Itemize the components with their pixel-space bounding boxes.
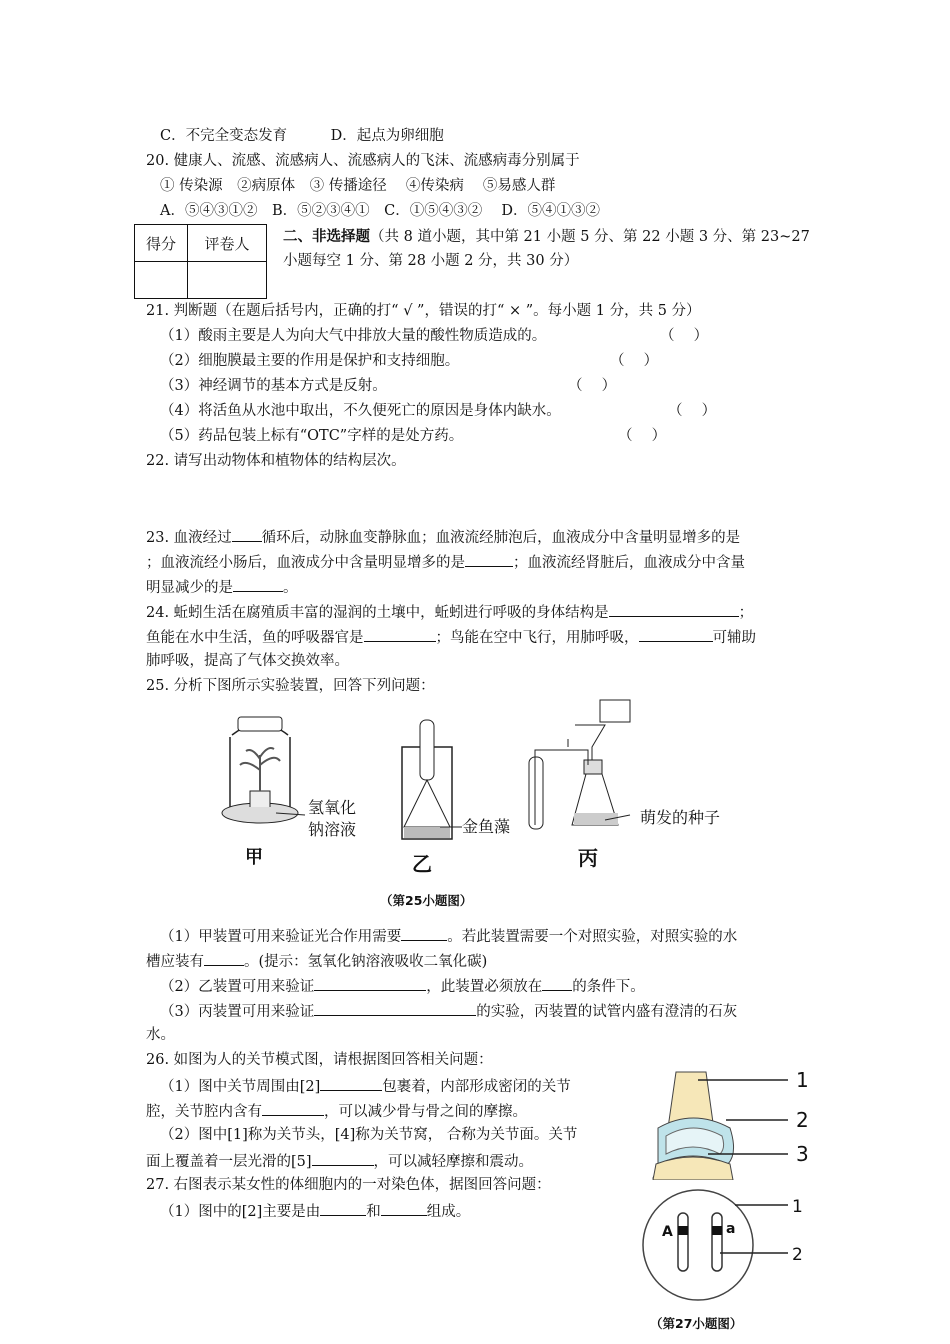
q23-line1 xyxy=(146,526,740,548)
apparatus-jia xyxy=(222,717,305,823)
q21-item-4: （4）将活鱼从水池中取出，不久便死亡的原因是身体内缺水。 xyxy=(160,403,561,419)
q26-s1-text-b: 包裹着，内部形成密闭的关节 xyxy=(382,1079,571,1095)
q25-caption: （第25小题图） xyxy=(380,893,473,908)
q21-item-3: （3）神经调节的基本方式是反射。 xyxy=(160,378,387,394)
q24-blank-3[interactable] xyxy=(639,626,713,642)
label-naoh-2: 钠溶液 xyxy=(308,820,357,839)
q25-blank-1[interactable] xyxy=(401,925,447,941)
label-bing: 丙 xyxy=(578,846,598,870)
q24-line1 xyxy=(146,601,753,623)
chromosome-gene-A: A xyxy=(662,1224,673,1240)
q25-s2-text-b: ，此装置必须放在 xyxy=(426,979,543,995)
score-header: 得分 xyxy=(135,225,188,262)
q21-stem: 21. 判断题（在题后括号内，正确的打“ √ ”，错误的打“ × ”。每小题 1 分，共 5 分） xyxy=(146,303,701,319)
q25-s2-text-c: 的条件下。 xyxy=(572,979,645,995)
q25-s1-line2 xyxy=(146,950,487,972)
q22-stem: 22. 请写出动物体和植物体的结构层次。 xyxy=(146,453,406,469)
q19-options-cd: C．不完全变态发育 D．起点为卵细胞 xyxy=(160,128,444,144)
joint-label-3: 3 xyxy=(796,1142,809,1166)
chromosome-gene-a: a xyxy=(726,1221,736,1237)
q25-s1-text-b: 。若此装置需要一个对照实验，对照实验的水 xyxy=(447,929,738,945)
grader-header: 评卷人 xyxy=(188,225,267,262)
label-yi: 乙 xyxy=(412,852,432,876)
q25-s3-text-b: 的实验，丙装置的试管内盛有澄清的石灰 xyxy=(476,1004,738,1020)
q25-blank-3[interactable] xyxy=(314,975,426,991)
section2-desc2: 小题每空 1 分、第 28 小题 2 分，共 30 分） xyxy=(283,253,579,269)
apparatus-bing xyxy=(529,700,630,829)
q25-s1-text-d: 。(提示：氢氧化钠溶液吸收二氧化碳) xyxy=(244,954,488,970)
q24-text-4: ；鸟能在空中飞行，用肺呼吸， xyxy=(435,630,639,646)
section2-title: 二、非选择题 xyxy=(283,228,370,245)
q23-text-3: ；血液流经小肠后，血液成分中含量明显增多的是 xyxy=(146,555,465,571)
q27-chromosome-figure xyxy=(640,1185,820,1305)
q27-s1-text-a: （1）图中的[2]主要是由 xyxy=(160,1204,321,1220)
q26-blank-3[interactable] xyxy=(312,1150,374,1166)
q24-blank-2[interactable] xyxy=(364,626,436,642)
q21-bracket-1[interactable]: （ ） xyxy=(660,328,709,344)
q26-s1-line2 xyxy=(146,1100,527,1122)
q20-stem: 20. 健康人、流感、流感病人、流感病人的飞沫、流感病毒分别属于 xyxy=(146,153,580,169)
q26-blank-1[interactable] xyxy=(320,1075,382,1091)
q25-s2-line xyxy=(160,975,645,997)
q23-line3 xyxy=(146,576,298,598)
chromosome-label-2: 2 xyxy=(792,1245,803,1265)
q25-s3-text-a: （3）丙装置可用来验证 xyxy=(160,1004,315,1020)
q23-text-6: 。 xyxy=(283,580,298,596)
joint-label-1: 1 xyxy=(796,1068,809,1092)
q26-s1-text-a: （1）图中关节周围由[2] xyxy=(160,1079,321,1095)
q21-item-2: （2）细胞膜最主要的作用是保护和支持细胞。 xyxy=(160,353,460,369)
label-seeds: 萌发的种子 xyxy=(640,808,721,827)
q21-item-1: （1）酸雨主要是人为向大气中排放大量的酸性物质造成的。 xyxy=(160,328,547,344)
q26-s1-line1 xyxy=(160,1075,571,1097)
q23-blank-4[interactable] xyxy=(233,576,283,592)
q25-s2-text-a: （2）乙装置可用来验证 xyxy=(160,979,315,995)
q25-s1-text-a: （1）甲装置可用来验证光合作用需要 xyxy=(160,929,402,945)
q27-s1-text-b: 和 xyxy=(366,1204,381,1220)
q23-blank-3[interactable] xyxy=(465,551,513,567)
q26-stem: 26. 如图为人的关节模式图，请根据图回答相关问题： xyxy=(146,1052,493,1068)
q24-line2 xyxy=(146,626,756,648)
q25-s3-line xyxy=(160,1000,737,1022)
q21-bracket-2[interactable]: （ ） xyxy=(610,353,659,369)
q26-s2-text-b: 面上覆盖着一层光滑的[5] xyxy=(146,1154,312,1170)
q25-s1-line1 xyxy=(160,925,737,947)
q23-blank-1[interactable] xyxy=(232,526,262,542)
q25-blank-5[interactable] xyxy=(314,1000,476,1016)
q24-text-5: 可辅助 xyxy=(712,630,756,646)
q26-blank-2[interactable] xyxy=(262,1100,324,1116)
chromosome-label-1: 1 xyxy=(792,1197,803,1217)
q26-s2-text-c: ，可以减轻摩擦和震动。 xyxy=(373,1154,534,1170)
q26-s2-line2 xyxy=(146,1150,533,1172)
q23-text-2: 循环后，动脉血变静脉血；血液流经肺泡后，血液成分中含量明显增多的是 xyxy=(261,530,741,546)
label-jia: 甲 xyxy=(245,847,263,868)
q21-item-5: （5）药品包装上标有“OTC”字样的是处方药。 xyxy=(160,428,464,444)
q24-line3: 肺呼吸，提高了气体交换效率。 xyxy=(146,653,349,669)
q21-bracket-5[interactable]: （ ） xyxy=(618,428,667,444)
q27-stem: 27. 右图表示某女性的体细胞内的一对染色体，据图回答问题： xyxy=(146,1177,551,1193)
score-cell[interactable] xyxy=(135,262,188,299)
q23-text-5: 明显减少的是 xyxy=(146,580,233,596)
q20-options: A．⑤④③①② B．⑤②③④① C．①⑤④③② D．⑤④①③② xyxy=(160,203,600,219)
q25-s1-text-c: 槽应装有 xyxy=(146,954,204,970)
q24-text-3: 鱼能在水中生活，鱼的呼吸器官是 xyxy=(146,630,364,646)
q25-blank-4[interactable] xyxy=(542,975,572,991)
q21-bracket-4[interactable]: （ ） xyxy=(668,403,717,419)
q24-blank-1[interactable] xyxy=(609,601,739,617)
q26-s1-text-d: ，可以减少骨与骨之间的摩擦。 xyxy=(324,1104,527,1120)
q24-text-2: ； xyxy=(738,605,754,621)
q23-text-1: 23. 血液经过 xyxy=(146,530,232,546)
q24-text-1: 24. 蚯蚓生活在腐殖质丰富的湿润的土壤中，蚯蚓进行呼吸的身体结构是 xyxy=(146,605,609,621)
q26-s1-text-c: 腔，关节腔内含有 xyxy=(146,1104,262,1120)
q25-stem: 25. 分析下图所示实验装置，回答下列问题： xyxy=(146,678,435,694)
q26-s2-line1: （2）图中[1]称为关节头，[4]称为关节窝， 合称为关节面。关节 xyxy=(160,1127,578,1143)
q25-blank-2[interactable] xyxy=(204,950,244,966)
section2-desc1: （共 8 道小题，其中第 21 小题 5 分、第 22 小题 3 分、第 23~27 xyxy=(370,229,810,245)
section2-header xyxy=(283,227,810,247)
q21-bracket-3[interactable]: （ ） xyxy=(568,378,617,394)
q26-joint-figure xyxy=(648,1068,818,1180)
q27-s1-text-c: 组成。 xyxy=(426,1204,471,1220)
q25-apparatus-figure xyxy=(200,695,760,880)
q23-line2 xyxy=(146,551,745,573)
q23-text-4: ；血液流经肾脏后，血液成分中含量 xyxy=(513,555,745,571)
q20-items: ① 传染源 ②病原体 ③ 传播途径 ④传染病 ⑤易感人群 xyxy=(160,178,556,194)
q27-blank-2[interactable] xyxy=(381,1200,427,1216)
score-table xyxy=(134,224,267,299)
joint-label-2: 2 xyxy=(796,1108,809,1132)
label-naoh-1: 氢氧化 xyxy=(308,798,357,817)
apparatus-yi xyxy=(402,720,462,839)
q27-s1-line xyxy=(160,1200,470,1222)
label-goldfish: 金鱼藻 xyxy=(462,817,511,836)
q27-blank-1[interactable] xyxy=(320,1200,366,1216)
q25-s3-line2: 水。 xyxy=(146,1027,175,1043)
q27-caption: （第27小题图） xyxy=(650,1316,743,1331)
grader-cell[interactable] xyxy=(188,262,267,299)
